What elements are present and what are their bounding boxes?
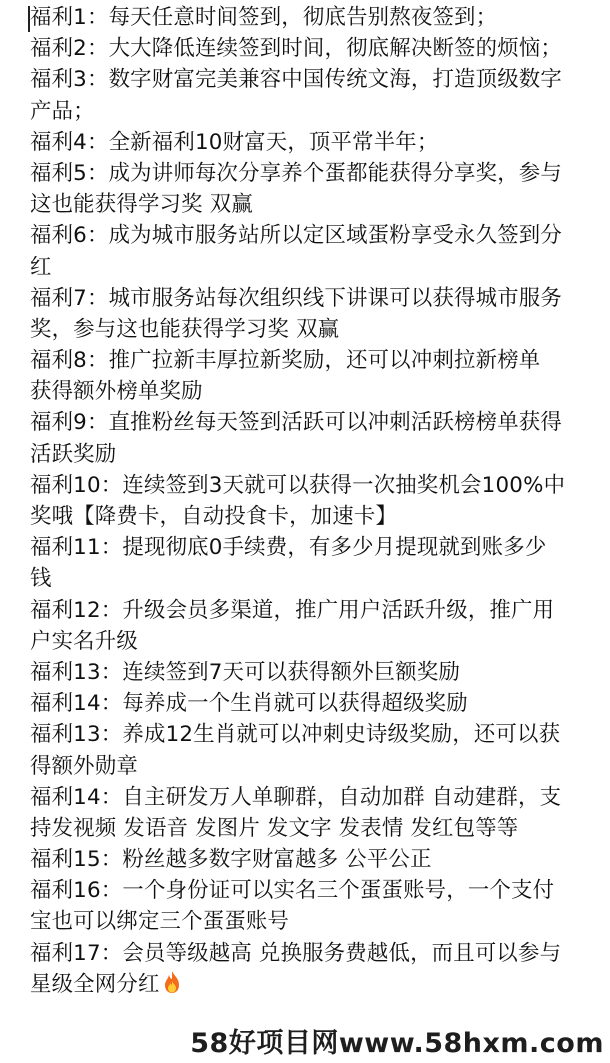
text-line: 奖，参与这也能获得学习奖 双赢 xyxy=(30,316,340,342)
text-line: 宝也可以绑定三个蛋蛋账号 xyxy=(30,909,290,935)
text-line: 福利14：自主研发万人单聊群，自动加群 自动建群，支 xyxy=(30,784,562,810)
text-line: 福利12：升级会员多渠道，推广用户活跃升级，推广用 xyxy=(30,597,555,623)
text-line: 奖哦【降费卡，自动投食卡，加速卡】 xyxy=(30,504,398,529)
text-line: 得额外勋章 xyxy=(30,753,138,779)
text-line: 活跃奖励 xyxy=(30,441,117,467)
text-line: 福利3：数字财富完美兼容中国传统文海，打造顶级数字 xyxy=(30,67,562,93)
text-line: 福利7：城市服务站每次组织线下讲课可以获得城市服务 xyxy=(30,285,562,311)
text-line: 产品； xyxy=(30,98,95,124)
text-line: 福利17：会员等级越高 兑换服务费越低，而且可以参与 xyxy=(30,940,562,966)
text-line: 持发视频 发语音 发图片 发文字 发表情 发红包等等 xyxy=(30,815,519,841)
text-line: 户实名升级 xyxy=(30,628,138,654)
text-line: 钱 xyxy=(30,566,52,592)
text-line: 福利16：一个身份证可以实名三个蛋蛋账号，一个支付 xyxy=(30,878,555,904)
text-line: 福利5：成为讲师每次分享养个蛋都能获得分享奖，参与 xyxy=(30,160,562,186)
text-line: 福利10：连续签到3天就可以获得一次抽奖机会100%中 xyxy=(30,472,566,498)
text-line: 红 xyxy=(30,254,52,280)
fire-icon xyxy=(162,970,182,994)
text-line: 福利14：每养成一个生肖就可以获得超级奖励 xyxy=(30,691,468,717)
text-line: 福利8：推广拉新丰厚拉新奖励，还可以冲刺拉新榜单 xyxy=(30,348,541,374)
text-line: 星级全网分红 xyxy=(30,969,596,1000)
text-line: 福利6：成为城市服务站所以定区域蛋粉享受永久签到分 xyxy=(30,223,562,249)
text-line: 福利2：大大降低连续签到时间，彻底解决断签的烦恼； xyxy=(30,36,562,62)
text-line: 获得额外榜单奖励 xyxy=(30,379,203,405)
text-line: 福利11：提现彻底0手续费，有多少月提现就到账多少 xyxy=(30,535,547,561)
benefits-text-block xyxy=(30,2,596,1000)
text-line: 福利13：养成12生肖就可以冲刺史诗级奖励，还可以获 xyxy=(30,722,561,748)
text-line: 福利15：粉丝越多数字财富越多 公平公正 xyxy=(30,847,432,873)
watermark-bar xyxy=(0,1025,610,1063)
text-line: 福利4：全新福利10财富天，顶平常半年； xyxy=(30,129,439,155)
text-line: 福利13：连续签到7天可以获得额外巨额奖励 xyxy=(30,659,461,685)
text-line: 福利9：直推粉丝每天签到活跃可以冲刺活跃榜榜单获得 xyxy=(30,410,562,436)
text-line: 这也能获得学习奖 双赢 xyxy=(30,192,253,218)
text-line: 福利1：每天任意时间签到，彻底告别熬夜签到； xyxy=(30,5,498,30)
watermark-text: 58好项目网www.58hxm.com xyxy=(190,1028,604,1059)
